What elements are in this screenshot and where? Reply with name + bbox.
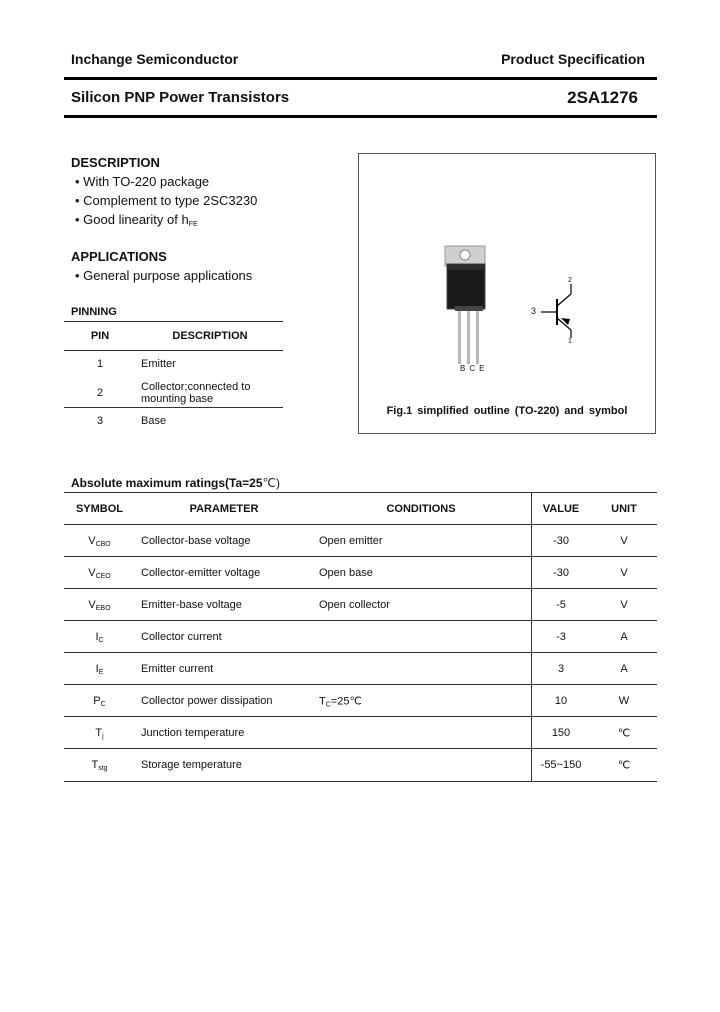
header-rule-top: [64, 77, 657, 80]
header-rule-bottom: [64, 115, 657, 118]
description-title: DESCRIPTION: [71, 155, 160, 170]
row-parameter: Junction temperature: [141, 727, 245, 739]
row-symbol: $V_{EBO}$: [88, 599, 111, 612]
row-condition: Open base: [319, 567, 373, 579]
row-value: -30: [553, 567, 569, 579]
row-symbol: $V_{CBO}$: [88, 535, 111, 548]
parameter-header: PARAMETER: [189, 503, 259, 515]
ratings-row: [64, 717, 657, 749]
row-value: 10: [554, 695, 568, 707]
ratings-row: [64, 525, 657, 557]
pin-description: Emitter: [141, 358, 176, 370]
pin-description: Collector;connected to mounting base: [141, 381, 251, 405]
row-unit: V: [620, 535, 628, 547]
ratings-row: [64, 557, 657, 589]
symbol-header: SYMBOL: [75, 503, 124, 515]
unit-header: UNIT: [611, 503, 637, 515]
ratings-row: [64, 653, 657, 685]
ratings-header-row: [64, 493, 657, 525]
pin-description-header: DESCRIPTION: [172, 330, 248, 342]
ratings-row: [64, 589, 657, 621]
ratings-row: [64, 621, 657, 653]
symbol-pin-base: 3: [531, 306, 537, 316]
row-value: -30: [553, 535, 569, 547]
row-parameter: Emitter-base voltage: [141, 599, 242, 611]
row-parameter: Emitter current: [141, 663, 214, 675]
row-unit: A: [620, 631, 628, 643]
pin-description: Base: [141, 415, 167, 427]
row-value: -3: [556, 631, 566, 643]
lead-labels: BCE: [460, 364, 489, 373]
part-number: 2SA1276: [567, 88, 638, 107]
row-symbol: $I_C$: [95, 631, 104, 644]
symbol-pin-collector: 2: [568, 277, 572, 284]
row-parameter: Collector-base voltage: [141, 535, 251, 547]
row-value: -5: [556, 599, 566, 611]
description-bullet: • Complement to type 2SC3230: [75, 193, 258, 208]
row-condition: $T_C=25℃$: [319, 695, 362, 709]
pin-header: PIN: [90, 330, 110, 342]
row-value: 3: [557, 663, 565, 675]
row-unit: V: [620, 567, 628, 579]
row-parameter: Collector current: [141, 631, 222, 643]
ratings-row: [64, 685, 657, 717]
pin-number: 3: [96, 415, 104, 427]
symbol-pin-emitter: 1: [568, 338, 572, 345]
row-symbol: $I_E$: [95, 663, 104, 676]
row-symbol: $P_C$: [93, 695, 106, 708]
description-bullet: • Good linearity of $h_{FE}$: [75, 212, 198, 228]
conditions-header: CONDITIONS: [386, 503, 456, 515]
ratings-title: Absolute maximum ratings(Ta=25℃): [71, 476, 280, 490]
company-name: Inchange Semiconductor: [71, 51, 239, 67]
figure-caption: Fig.1 simplified outline (TO-220) and symbol: [386, 405, 628, 417]
pinning-title: PINNING: [71, 306, 117, 318]
row-symbol: $T_{stg}$: [91, 759, 108, 772]
value-header: VALUE: [542, 503, 580, 515]
pin-number: 1: [96, 358, 104, 370]
row-unit: ℃: [617, 727, 631, 740]
row-symbol: $T_j$: [95, 727, 104, 740]
row-condition: Open emitter: [319, 535, 383, 547]
row-symbol: $V_{CEO}$: [88, 567, 111, 580]
product-line: Silicon PNP Power Transistors: [71, 89, 290, 106]
applications-title: APPLICATIONS: [71, 249, 167, 264]
row-parameter: Collector-emitter voltage: [141, 567, 261, 579]
figure-box: [358, 153, 656, 434]
applications-bullet: • General purpose applications: [75, 268, 253, 283]
row-value: -55~150: [540, 759, 582, 771]
row-unit: A: [620, 663, 628, 675]
row-parameter: Storage temperature: [141, 759, 242, 771]
ratings-row: [64, 749, 657, 781]
row-unit: ℃: [617, 759, 631, 772]
row-value: 150: [551, 727, 571, 739]
doc-type: Product Specification: [501, 51, 645, 67]
row-parameter: Collector power dissipation: [141, 695, 273, 707]
description-bullet: • With TO-220 package: [75, 174, 210, 189]
row-unit: W: [618, 695, 630, 707]
pin-number: 2: [96, 387, 104, 399]
to220-package-illustration: [359, 154, 655, 433]
row-condition: Open collector: [319, 599, 390, 611]
row-unit: V: [620, 599, 628, 611]
